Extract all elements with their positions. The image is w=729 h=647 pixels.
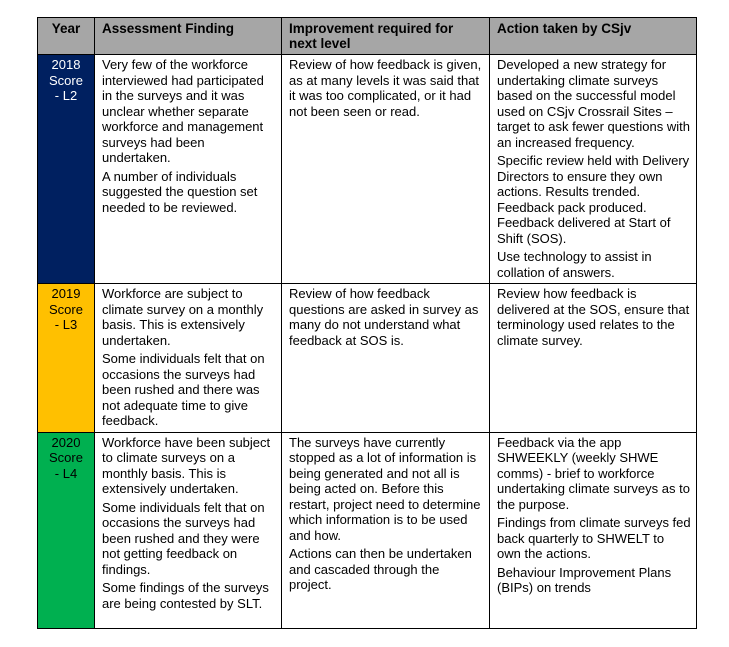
finding-paragraph: Workforce are subject to climate survey on a monthly basis. This is extensively undertaken.: [102, 286, 264, 348]
header-year: Year: [38, 18, 95, 55]
table-row: [38, 284, 697, 433]
assessment-finding-cell: [95, 55, 282, 284]
assessment-table: [37, 17, 697, 629]
header-improvement-required: Improvement required for next level: [282, 18, 490, 55]
assessment-finding-cell: [95, 432, 282, 628]
score-label: Score: [49, 301, 83, 317]
finding-paragraph: Some findings of the surveys are being contested by SLT.: [102, 580, 269, 611]
improvement-paragraph: Review of how feedback is given, as at many levels it was said that it was too complicated, or it had not been seen or read.: [289, 57, 482, 119]
table-row: [38, 55, 697, 284]
improvement-paragraph: Actions can then be undertaken and cascaded through the project.: [289, 546, 472, 592]
improvement-cell: [282, 284, 490, 433]
finding-paragraph: Some individuals felt that on occasions the surveys had been rushed and there was not adequate time to give feedback.: [102, 351, 265, 428]
finding-paragraph: A number of individuals suggested the question set needed to be reviewed.: [102, 168, 258, 215]
header-assessment-finding: Assessment Finding: [95, 18, 282, 55]
improvement-paragraph: The surveys have currently stopped as a lot of information is being generated and not all is being acted on. Before this restart, project need to determine which information is to be used and how.: [289, 434, 481, 543]
improvement-cell: [282, 432, 490, 628]
year-label: 2018: [51, 57, 81, 72]
improvement-paragraph: Review of how feedback questions are asked in survey as many do not understand what feedback at SOS is.: [289, 286, 479, 348]
score-value: - L3: [54, 317, 78, 332]
action-paragraph: Developed a new strategy for undertaking climate surveys based on the successful model used on CSjv Crossrail Sites – target to ask fewer questions with an increased frequency.: [497, 57, 690, 150]
improvement-cell: [282, 55, 490, 284]
year-label: 2020: [51, 434, 81, 450]
finding-paragraph: Very few of the workforce interviewed had participated in the surveys and it was unclear whether separate workforce and management surveys had been undertaken.: [102, 57, 264, 165]
action-cell: [490, 432, 697, 628]
table-row: [38, 432, 697, 628]
score-value: - L2: [54, 88, 78, 103]
action-cell: [490, 55, 697, 284]
finding-paragraph: Some individuals felt that on occasions the surveys had been rushed and they were not getting feedback on findings.: [102, 499, 265, 577]
action-cell: [490, 284, 697, 433]
year-score-cell: [38, 432, 95, 628]
score-label: Score: [49, 72, 83, 88]
header-row: [38, 18, 697, 55]
action-paragraph: Review how feedback is delivered at the SOS, ensure that terminology used relates to the climate survey.: [497, 286, 690, 348]
score-value: - L4: [54, 465, 78, 481]
action-paragraph: Use technology to assist in collation of answers.: [497, 249, 652, 280]
action-paragraph: Behaviour Improvement Plans (BIPs) on trends: [497, 564, 672, 595]
action-paragraph: Feedback via the app SHWEEKLY (weekly SHWE comms) - brief to workforce undertaking climate surveys as to the purpose.: [497, 434, 690, 512]
assessment-finding-cell: [95, 284, 282, 433]
year-score-cell: [38, 55, 95, 284]
action-paragraph: Specific review held with Delivery Directors to ensure they own actions. Results trended. Feedback pack produced. Feedback delivered at Start of Shift (SOS).: [497, 153, 690, 246]
score-label: Score: [49, 450, 83, 465]
year-score-cell: [38, 284, 95, 433]
header-action-taken: Action taken by CSjv: [490, 18, 697, 55]
year-label: 2019: [51, 286, 81, 301]
finding-paragraph: Workforce have been subject to climate surveys on a monthly basis. This is extensively undertaken.: [102, 434, 271, 496]
action-paragraph: Findings from climate surveys fed back quarterly to SHWELT to own the actions.: [497, 515, 691, 561]
